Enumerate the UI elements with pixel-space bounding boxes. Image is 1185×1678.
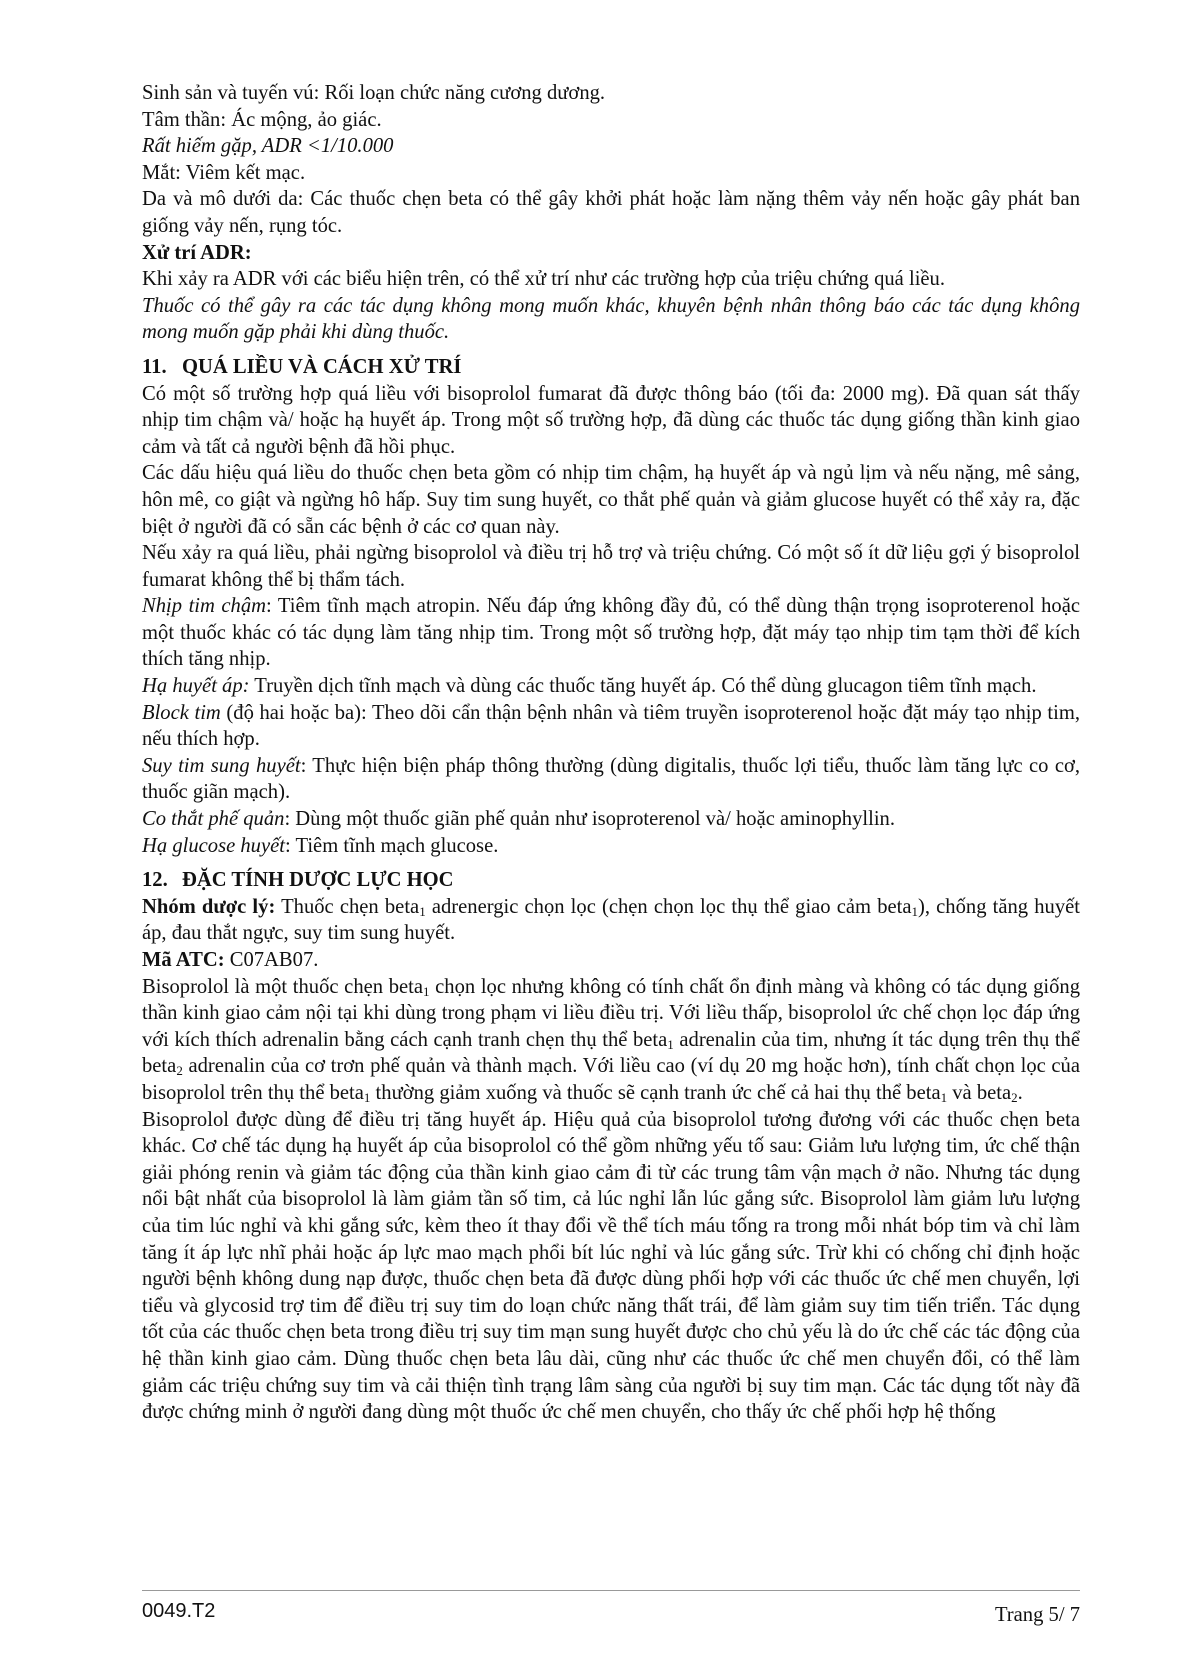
selectivity-text-g: . xyxy=(1017,1081,1023,1104)
bronchospasm-text: : Dùng một thuốc giãn phế quản như isoproterenol và/ hoặc aminophyllin. xyxy=(284,808,895,831)
paragraph-hypotension xyxy=(142,673,1080,700)
selectivity-text-e: thường giảm xuống và thuốc sẽ cạnh tranh ức chế cả hai thụ thể beta xyxy=(370,1081,941,1104)
subscript-2: 2 xyxy=(176,1063,183,1079)
paragraph-selectivity xyxy=(142,974,1080,1107)
paragraph-overdose-treatment: Nếu xảy ra quá liều, phải ngừng bisoprolol và điều trị hỗ trợ và triệu chứng. Có một số ít dữ liệu gợi ý bisoprolol fumarat không thể bị thẩm tách. xyxy=(142,542,1080,591)
heart-failure-text: : Thực hiện biện pháp thông thường (dùng digitalis, thuốc lợi tiểu, thuốc làm tăng lực co cơ, thuốc giãn mạch). xyxy=(142,754,1080,804)
section-11-title: QUÁ LIỀU VÀ CÁCH XỬ TRÍ xyxy=(182,355,462,378)
subscript-1: 1 xyxy=(911,903,918,919)
pharmacologic-group-label: Nhóm dược lý: xyxy=(142,895,276,918)
paragraph-heart-failure xyxy=(142,753,1080,806)
hypotension-label: Hạ huyết áp: xyxy=(142,675,250,698)
paragraph-hypoglycemia xyxy=(142,833,1080,860)
bronchospasm-label: Co thắt phế quản xyxy=(142,808,285,831)
paragraph-adr-advice: Thuốc có thể gây ra các tác dụng không mong muốn khác, khuyên bệnh nhân thông báo các tác dụng không mong muốn gặp phải khi dùng thuốc. xyxy=(142,294,1080,344)
subscript-1: 1 xyxy=(667,1036,674,1052)
subscript-1: 1 xyxy=(940,1089,948,1105)
heart-block-label: Block tim xyxy=(142,701,221,724)
subscript-1: 1 xyxy=(423,983,430,999)
hypotension-text: Truyền dịch tĩnh mạch và dùng các thuốc tăng huyết áp. Có thể dùng glucagon tiêm tĩnh mạch. xyxy=(249,675,1037,698)
paragraph-reproductive: Sinh sản và tuyến vú: Rối loạn chức năng cương dương. xyxy=(142,82,606,104)
paragraph-bradycardia xyxy=(142,593,1080,673)
subscript-1: 1 xyxy=(363,1089,371,1105)
hypoglycemia-text: : Tiêm tĩnh mạch glucose. xyxy=(284,834,499,857)
selectivity-text-a: Bisoprolol là một thuốc chẹn beta xyxy=(142,975,423,998)
paragraph-adr-management: Khi xảy ra ADR với các biểu hiện trên, có thể xử trí như các trường hợp của triệu chứng quá liều. xyxy=(142,268,946,291)
subscript-1: 1 xyxy=(419,903,426,919)
atc-value: C07AB07. xyxy=(224,949,319,971)
section-12-heading xyxy=(142,867,1080,894)
group-text-c: ), chống tăng huyết áp, đau thắt ngực, suy tim sung huyết. xyxy=(142,895,1080,945)
group-text-a: Thuốc chẹn beta xyxy=(275,895,420,918)
paragraph-hypertension-mechanism: Bisoprolol được dùng để điều trị tăng huyết áp. Hiệu quả của bisoprolol tương đương với các thuốc chẹn beta khác. Cơ chế tác dụng hạ huyết áp của bisoprolol có thể gồm những yếu tố sau: Giảm lưu lượng tim, ức chế thận giải phóng renin và giảm tác động của thần kinh giao cảm đi từ các trung tâm vận mạch ở não. Nhưng tác dụng nổi bật nhất của bisoprolol là làm giảm tần số tim, cả lúc nghỉ lẫn lúc gắng sức. Bisoprolol làm giảm lưu lượng của tim lúc nghỉ và khi gắng sức, kèm theo ít thay đổi về thể tích máu tống ra trong mỗi nhát bóp tim và chỉ làm tăng ít áp lực nhĩ phải hoặc áp lực mao mạch phổi bít lúc nghỉ và lúc gắng sức. Trừ khi có chống chỉ định hoặc người bệnh không dung nạp được, thuốc chẹn beta đã được dùng phối hợp với các thuốc ức chế men chuyển, lợi tiểu và glycosid trợ tim để điều trị suy tim do loạn chức năng thất trái, để làm giảm suy tim tiến triển. Tác dụng tốt của các thuốc chẹn beta trong điều trị suy tim mạn sung huyết được cho chủ yếu là do ức chế các tác động của hệ thần kinh giao cảm. Dùng thuốc chẹn beta lâu dài, cũng như các thuốc ức chế men chuyển đổi, có thể làm giảm các triệu chứng suy tim và cải thiện tình trạng lâm sàng của người bị suy tim mạn. Các tác dụng tốt này đã được chứng minh ở người đang dùng một thuốc ức chế men chuyển, cho thấy ức chế phối hợp hệ thống xyxy=(142,1108,1080,1424)
selectivity-text-d: adrenalin của cơ trơn phế quản và thành mạch. Với liều cao (ví dụ 20 mg hoặc hơn), tính chất chọn lọc của bisoprolol trên thụ thể beta xyxy=(142,1055,1080,1104)
paragraph-pharmacologic-group xyxy=(142,894,1080,947)
section-12-title: ĐẶC TÍNH DƯỢC LỰC HỌC xyxy=(182,869,454,892)
atc-label: Mã ATC: xyxy=(142,949,225,971)
group-text-b: adrenergic chọn lọc (chẹn chọn lọc thụ thể giao cảm beta xyxy=(425,895,912,918)
paragraph-eye: Mắt: Viêm kết mạc. xyxy=(142,161,306,184)
subscript-2: 2 xyxy=(1011,1089,1018,1105)
selectivity-text-b: chọn lọc nhưng không có tính chất ổn định màng và không có tác dụng giống thần kinh giao cảm nội tại khi dùng trong phạm vi liều điều trị. Với liều thấp, bisoprolol ức chế chọn lọc đáp ứng với kích thích adrenalin bằng cách cạnh tranh chẹn thụ thể beta xyxy=(142,975,1080,1051)
selectivity-text-c: adrenalin của tim, nhưng ít tác dụng trên thụ thể beta xyxy=(142,1028,1080,1078)
paragraph-bronchospasm xyxy=(142,806,1080,833)
bradycardia-label: Nhịp tim chậm xyxy=(142,595,267,618)
footer-document-code: 0049.T2 xyxy=(142,1600,216,1622)
heart-failure-label: Suy tim sung huyết xyxy=(142,754,301,777)
section-12-number: 12. xyxy=(142,869,168,892)
adr-management-title: Xử trí ADR: xyxy=(142,241,252,264)
selectivity-text-f: và beta xyxy=(947,1081,1012,1104)
paragraph-atc-code xyxy=(142,947,1080,974)
paragraph-heart-block xyxy=(142,700,1080,753)
paragraph-psychiatric: Tâm thần: Ác mộng, ảo giác. xyxy=(142,108,382,131)
paragraph-overdose-reports: Có một số trường hợp quá liều với bisoprolol fumarat đã được thông báo (tối đa: 2000 mg). Đã quan sát thấy nhịp tim chậm và/ hoặc hạ huyết áp. Trong một số trường hợp, đã dùng các thuốc tác dụng giống thần kinh giao cảm và tất cả người bệnh đã hồi phục. xyxy=(142,382,1080,458)
bradycardia-text: : Tiêm tĩnh mạch atropin. Nếu đáp ứng không đầy đủ, có thể dùng thận trọng isoproterenol hoặc một thuốc khác có tác dụng làm tăng nhịp tim. Trong một số trường hợp, đặt máy tạo nhịp tim tạm thời để kích thích tăng nhịp. xyxy=(142,595,1080,671)
paragraph-overdose-signs: Các dấu hiệu quá liều do thuốc chẹn beta gồm có nhịp tim chậm, hạ huyết áp và ngủ lịm và nếu nặng, mê sảng, hôn mê, co giật và ngừng hô hấp. Suy tim sung huyết, co thắt phế quản và giảm glucose huyết có thể xảy ra, đặc biệt ở người đã có sẵn các bệnh ở các cơ quan này. xyxy=(142,462,1080,538)
document-body xyxy=(142,80,1080,1426)
paragraph-very-rare: Rất hiếm gặp, ADR <1/10.000 xyxy=(142,135,394,158)
footer-divider xyxy=(142,1590,1080,1591)
heart-block-text: (độ hai hoặc ba): Theo dõi cẩn thận bệnh nhân và tiêm truyền isoproterenol hoặc đặt máy tạo nhịp tim, nếu thích hợp. xyxy=(142,701,1080,751)
section-11-number: 11. xyxy=(142,355,167,378)
section-11-heading xyxy=(142,354,1080,381)
footer-page-number: Trang 5/ 7 xyxy=(994,1604,1080,1626)
paragraph-skin: Da và mô dưới da: Các thuốc chẹn beta có thể gây khởi phát hoặc làm nặng thêm vảy nến hoặc gây phát ban giống vảy nến, rụng tóc. xyxy=(142,188,1080,237)
hypoglycemia-label: Hạ glucose huyết xyxy=(142,834,285,857)
